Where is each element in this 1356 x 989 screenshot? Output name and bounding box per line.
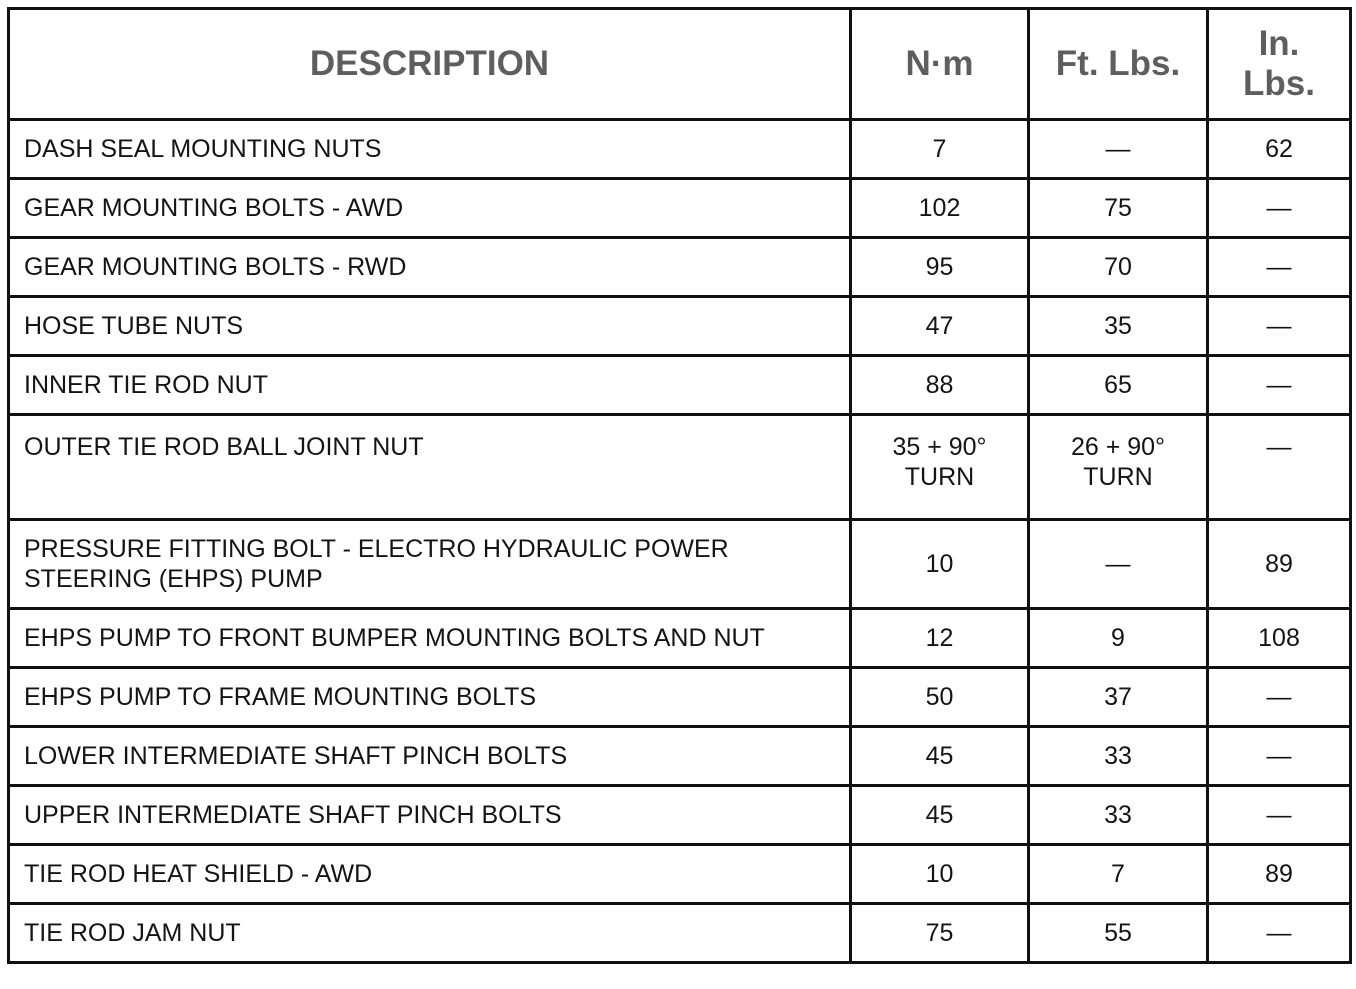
- cell-description: OUTER TIE ROD BALL JOINT NUT: [9, 415, 851, 520]
- cell-description: LOWER INTERMEDIATE SHAFT PINCH BOLTS: [9, 727, 851, 786]
- header-in-lbs: [1208, 9, 1351, 120]
- cell-description: INNER TIE ROD NUT: [9, 356, 851, 415]
- cell-in-lbs: —: [1208, 415, 1351, 520]
- cell-ft-lbs: 35: [1029, 297, 1208, 356]
- cell-description: EHPS PUMP TO FRONT BUMPER MOUNTING BOLTS AND NUT: [9, 609, 851, 668]
- cell-in-lbs: 89: [1208, 520, 1351, 609]
- cell-description-line1: PRESSURE FITTING BOLT - ELECTRO HYDRAULIC POWER: [24, 535, 729, 563]
- table-row: [9, 904, 1351, 963]
- cell-nm: 47: [851, 297, 1029, 356]
- cell-ft-lbs: 70: [1029, 238, 1208, 297]
- cell-ft-lbs: 55: [1029, 904, 1208, 963]
- cell-description: [9, 520, 851, 609]
- header-row: [9, 9, 1351, 120]
- cell-ft-lbs-line1: 26 + 90°: [1070, 433, 1166, 461]
- cell-in-lbs: —: [1208, 786, 1351, 845]
- table-row: [9, 238, 1351, 297]
- table-row: [9, 668, 1351, 727]
- torque-spec-table: [7, 7, 1352, 964]
- cell-nm: [851, 415, 1029, 520]
- table-row: [9, 609, 1351, 668]
- cell-ft-lbs: 9: [1029, 609, 1208, 668]
- cell-nm: 10: [851, 845, 1029, 904]
- cell-ft-lbs: 37: [1029, 668, 1208, 727]
- cell-in-lbs: —: [1208, 238, 1351, 297]
- cell-description: TIE ROD JAM NUT: [9, 904, 851, 963]
- cell-nm: 50: [851, 668, 1029, 727]
- cell-nm: 45: [851, 727, 1029, 786]
- cell-nm: 75: [851, 904, 1029, 963]
- cell-in-lbs: 108: [1208, 609, 1351, 668]
- cell-nm-line2: TURN: [904, 463, 975, 491]
- cell-description: EHPS PUMP TO FRAME MOUNTING BOLTS: [9, 668, 851, 727]
- cell-in-lbs: 62: [1208, 120, 1351, 179]
- table-row: [9, 356, 1351, 415]
- cell-ft-lbs: 33: [1029, 727, 1208, 786]
- table-row: [9, 179, 1351, 238]
- cell-in-lbs: —: [1208, 668, 1351, 727]
- table-row: [9, 520, 1351, 609]
- table-row: [9, 120, 1351, 179]
- cell-description: GEAR MOUNTING BOLTS - RWD: [9, 238, 851, 297]
- cell-description: HOSE TUBE NUTS: [9, 297, 851, 356]
- header-nm: N·m: [851, 9, 1029, 120]
- cell-nm: 45: [851, 786, 1029, 845]
- cell-description: DASH SEAL MOUNTING NUTS: [9, 120, 851, 179]
- header-in-lbs-line1: In.: [1258, 24, 1300, 63]
- cell-ft-lbs: [1029, 415, 1208, 520]
- header-description: DESCRIPTION: [9, 9, 851, 120]
- table-row: [9, 415, 1351, 520]
- cell-nm: 12: [851, 609, 1029, 668]
- cell-in-lbs: —: [1208, 297, 1351, 356]
- cell-ft-lbs: —: [1029, 520, 1208, 609]
- header-in-lbs-line2: Lbs.: [1243, 64, 1315, 103]
- cell-in-lbs: 89: [1208, 845, 1351, 904]
- table-row: [9, 297, 1351, 356]
- cell-description: TIE ROD HEAT SHIELD - AWD: [9, 845, 851, 904]
- cell-description-line2: STEERING (EHPS) PUMP: [24, 565, 323, 593]
- cell-in-lbs: —: [1208, 179, 1351, 238]
- cell-description: UPPER INTERMEDIATE SHAFT PINCH BOLTS: [9, 786, 851, 845]
- table-row: [9, 727, 1351, 786]
- cell-in-lbs: —: [1208, 904, 1351, 963]
- cell-nm: 102: [851, 179, 1029, 238]
- cell-nm: 10: [851, 520, 1029, 609]
- cell-ft-lbs: 75: [1029, 179, 1208, 238]
- cell-nm-line1: 35 + 90°: [892, 433, 987, 461]
- header-ft-lbs: Ft. Lbs.: [1029, 9, 1208, 120]
- cell-nm: 95: [851, 238, 1029, 297]
- cell-ft-lbs-line2: TURN: [1083, 463, 1153, 491]
- table-row: [9, 786, 1351, 845]
- cell-ft-lbs: 65: [1029, 356, 1208, 415]
- cell-ft-lbs: —: [1029, 120, 1208, 179]
- cell-nm: 7: [851, 120, 1029, 179]
- cell-in-lbs: —: [1208, 356, 1351, 415]
- cell-in-lbs: —: [1208, 727, 1351, 786]
- cell-ft-lbs: 33: [1029, 786, 1208, 845]
- cell-nm: 88: [851, 356, 1029, 415]
- cell-ft-lbs: 7: [1029, 845, 1208, 904]
- table-row: [9, 845, 1351, 904]
- cell-description: GEAR MOUNTING BOLTS - AWD: [9, 179, 851, 238]
